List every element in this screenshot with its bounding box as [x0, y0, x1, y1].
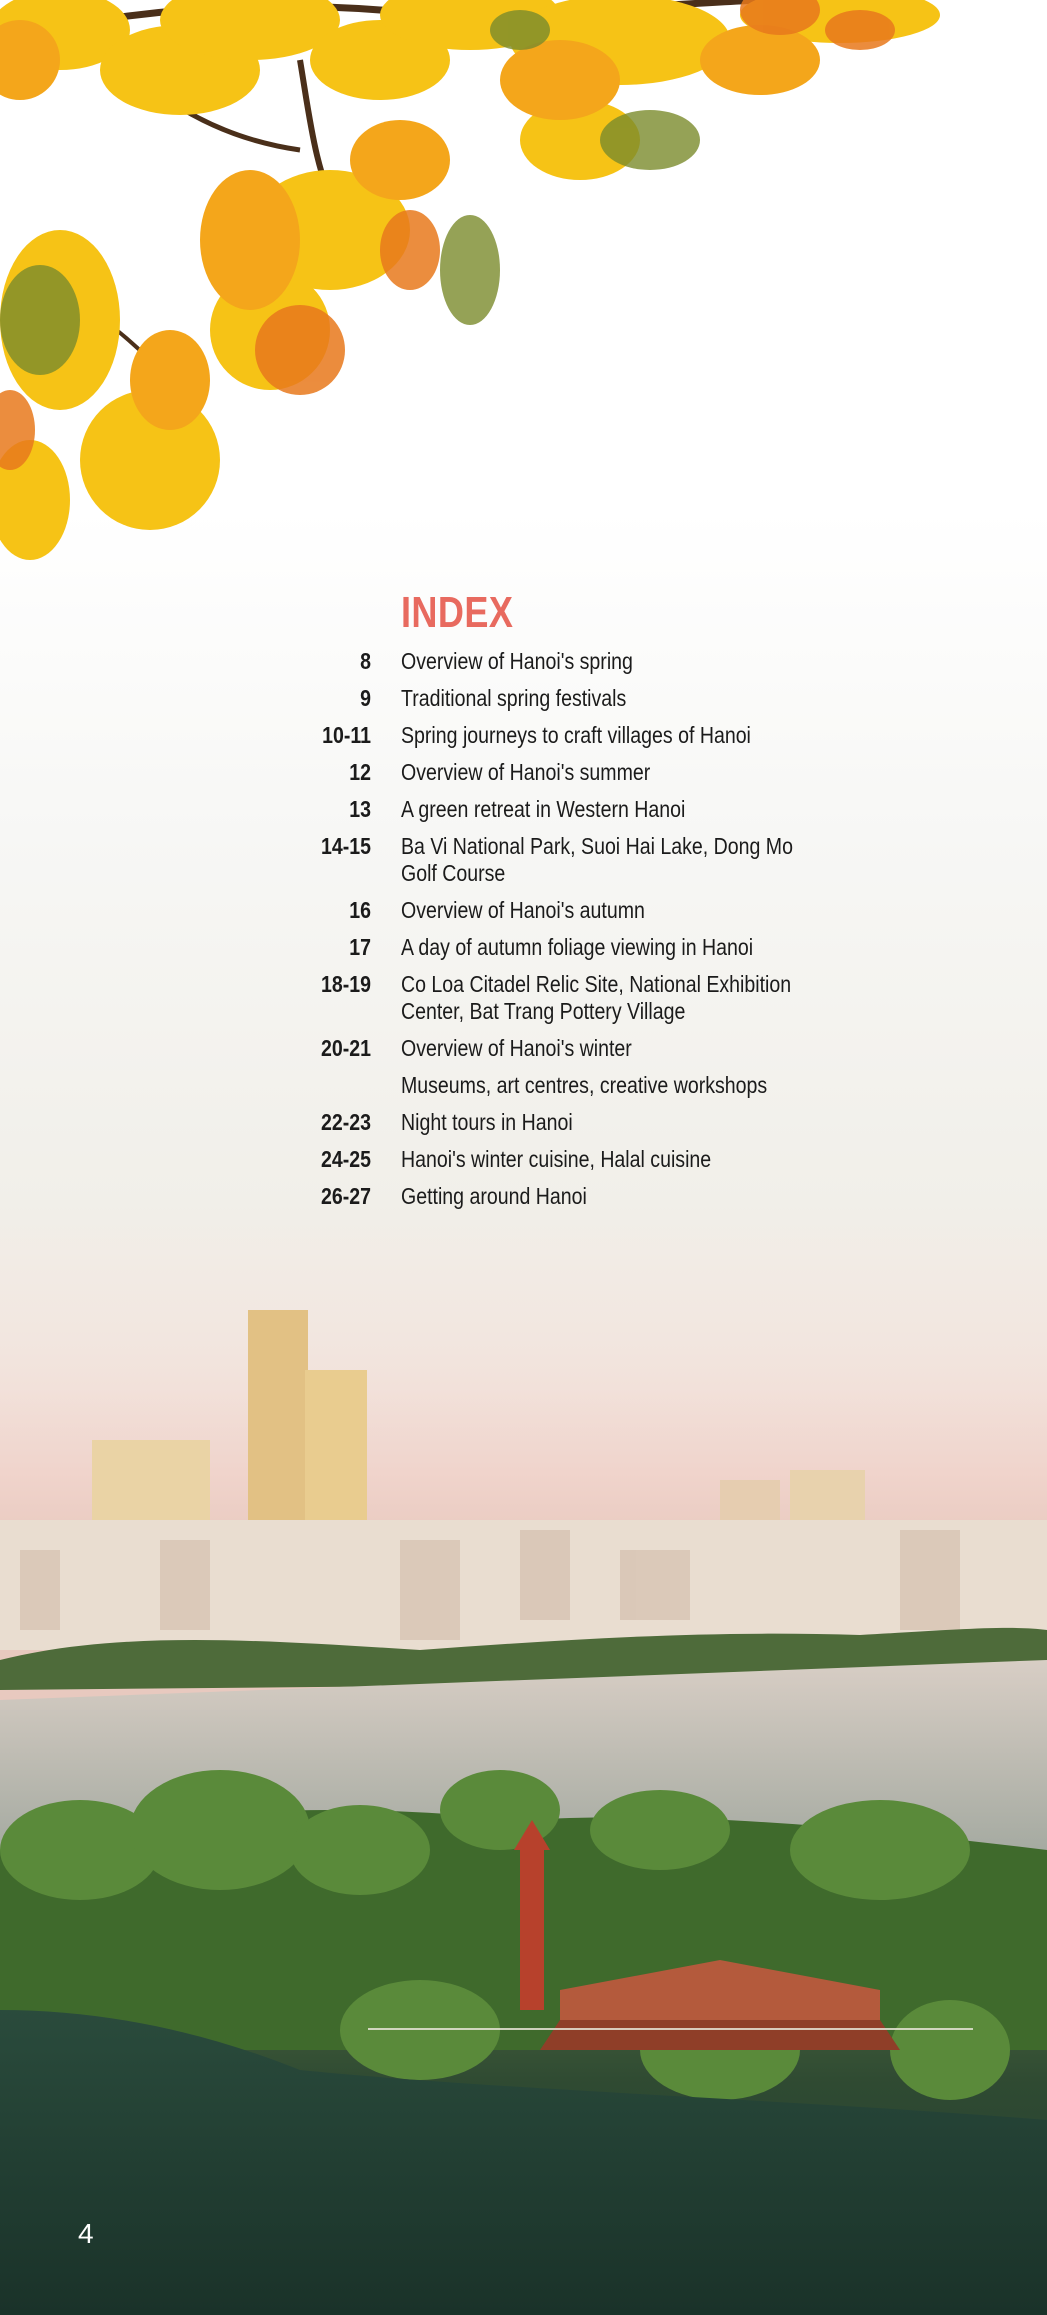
index-entry-title: Overview of Hanoi's winter [401, 1035, 632, 1061]
index-entry-title: A day of autumn foliage viewing in Hanoi [401, 934, 754, 960]
index-entry [270, 1109, 870, 1136]
index-entry-title: Ba Vi National Park, Suoi Hai Lake, Dong Mo Golf Course [401, 833, 793, 886]
index-entry [270, 1072, 870, 1099]
page-number: 4 [78, 2218, 94, 2249]
index-entry [270, 971, 870, 1025]
index-entry [270, 934, 870, 961]
index-entry-title: Museums, art centres, creative workshops [401, 1072, 768, 1098]
divider-line [368, 2028, 973, 2030]
index-page-number: 9 [360, 685, 371, 711]
index-page-number: 13 [349, 796, 371, 822]
index-entry [270, 648, 870, 675]
autumn-foliage-image [0, 0, 1047, 600]
index-entry-title: Night tours in Hanoi [401, 1109, 573, 1135]
index-page-number: 14-15 [320, 833, 371, 859]
index-entry-title: A green retreat in Western Hanoi [401, 796, 686, 822]
index-entry-title: Hanoi's winter cuisine, Halal cuisine [401, 1146, 712, 1172]
index-entry [270, 796, 870, 823]
index-entry [270, 1183, 870, 1210]
index-page-number: 10-11 [322, 722, 371, 748]
index-entry [270, 722, 870, 749]
index-page-number: 18-19 [320, 971, 371, 997]
hanoi-cityscape-image [0, 1290, 1047, 2315]
index-page-number: 12 [349, 759, 371, 785]
index-entry-title: Co Loa Citadel Relic Site, National Exhibition Center, Bat Trang Pottery Village [401, 971, 792, 1024]
index-page-number: 17 [349, 934, 371, 960]
index-entry-title: Traditional spring festivals [401, 685, 627, 711]
index-page-number: 24-25 [320, 1146, 371, 1172]
index-page-number: 26-27 [320, 1183, 371, 1209]
index-page-number: 22-23 [320, 1109, 371, 1135]
index-entry [270, 685, 870, 712]
index-entry-title: Getting around Hanoi [401, 1183, 587, 1209]
index-page-number: 16 [349, 897, 371, 923]
index-list [270, 648, 870, 1220]
index-entry-title: Spring journeys to craft villages of Hanoi [401, 722, 751, 748]
index-title: INDEX [401, 588, 514, 637]
index-entry [270, 897, 870, 924]
index-entry-title: Overview of Hanoi's spring [401, 648, 633, 674]
index-entry [270, 1035, 870, 1062]
index-entry-title: Overview of Hanoi's autumn [401, 897, 645, 923]
index-page-number: 20-21 [320, 1035, 371, 1061]
index-page-number: 8 [360, 648, 371, 674]
index-entry [270, 833, 870, 887]
index-entry [270, 1146, 870, 1173]
index-entry [270, 759, 870, 786]
index-entry-title: Overview of Hanoi's summer [401, 759, 651, 785]
